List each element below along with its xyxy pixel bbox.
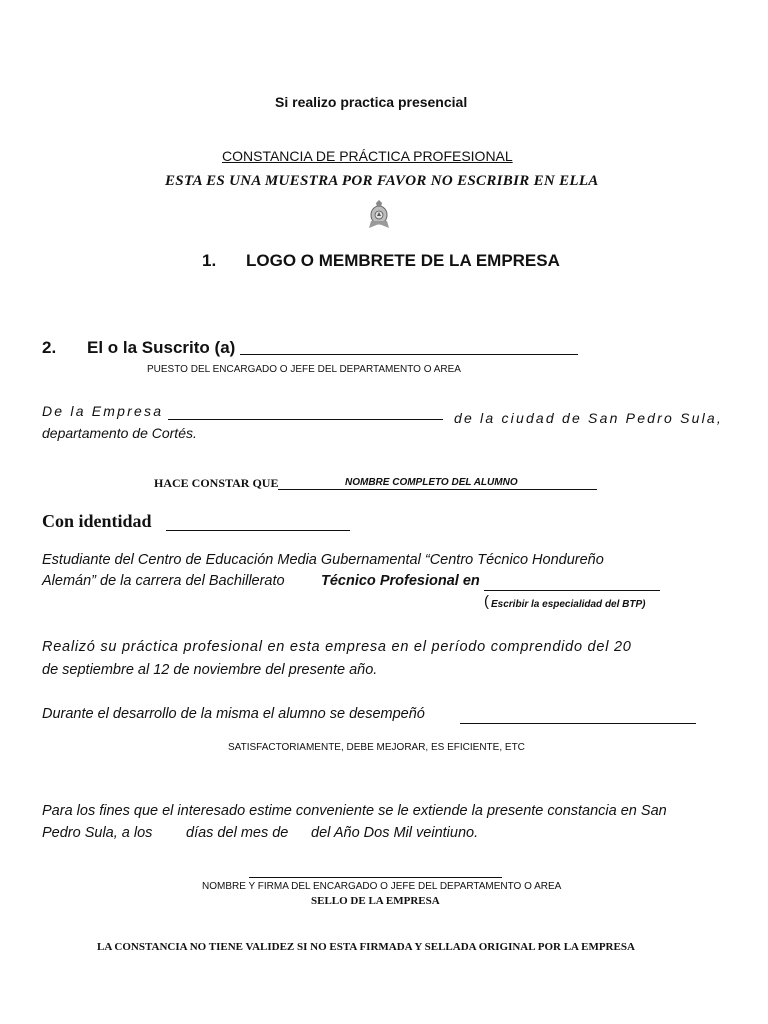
company-suffix: de la ciudad de San Pedro Sula, <box>454 410 724 426</box>
closing-line2-b: días del mes de <box>186 825 289 841</box>
section2-label: El o la Suscrito (a) <box>87 338 236 357</box>
section1-number: 1. <box>202 251 217 270</box>
closing-line1: Para los fines que el interesado estime conveniente se le extiende la presente constancia en San <box>42 803 667 819</box>
sample-warning: ESTA ES UNA MUESTRA POR FAVOR NO ESCRIBIR EN ELLA <box>165 173 599 189</box>
closing-line2-a: Pedro Sula, a los <box>42 825 153 841</box>
student-name-caption: NOMBRE COMPLETO DEL ALUMNO <box>345 477 518 488</box>
performance-blank-line <box>460 706 696 724</box>
signature-line <box>249 877 502 878</box>
period-line2: de septiembre al 12 de noviembre del presente año. <box>42 662 378 678</box>
company-blank-line <box>168 404 443 420</box>
company-line2: departamento de Cortés. <box>42 425 197 441</box>
student-line1: Estudiante del Centro de Educación Media Gubernamental “Centro Técnico Hondureño <box>42 552 604 568</box>
signature-caption: NOMBRE Y FIRMA DEL ENCARGADO O JEFE DEL DEPARTAMENTO O AREA <box>202 881 562 892</box>
student-line2: Alemán” de la carrera del Bachillerato <box>42 573 285 589</box>
performance-label: Durante el desarrollo de la misma el alumno se desempeñó <box>42 706 425 722</box>
top-note: Si realizo practica presencial <box>275 94 468 110</box>
tech-blank-line <box>484 573 660 591</box>
tech-label: Técnico Profesional en <box>321 573 480 589</box>
company-seal-label: SELLO DE LA EMPRESA <box>311 895 440 907</box>
company-prefix: De la Empresa <box>42 403 164 419</box>
specialty-paren: ( <box>484 593 489 610</box>
validity-note: LA CONSTANCIA NO TIENE VALIDEZ SI NO ESTA FIRMADA Y SELLADA ORIGINAL POR LA EMPRESA <box>97 941 635 953</box>
section1-label: LOGO O MEMBRETE DE LA EMPRESA <box>246 251 560 270</box>
performance-caption: SATISFACTORIAMENTE, DEBE MEJORAR, ES EFICIENTE, ETC <box>228 742 525 753</box>
certify-label: HACE CONSTAR QUE <box>154 476 279 490</box>
identity-label: Con identidad <box>42 511 152 531</box>
section2-caption: PUESTO DEL ENCARGADO O JEFE DEL DEPARTAMENTO O AREA <box>147 364 461 375</box>
suscrito-blank-line <box>240 337 578 355</box>
closing-line2-c: del Año Dos Mil veintiuno. <box>311 825 479 841</box>
section2-number: 2. <box>42 338 57 357</box>
document-title: CONSTANCIA DE PRÁCTICA PROFESIONAL <box>222 148 513 164</box>
specialty-note: Escribir la especialidad del BTP) <box>491 599 646 610</box>
period-line1: Realizó su práctica profesional en esta empresa en el período comprendido del 20 <box>42 639 632 655</box>
identity-blank-line <box>166 511 350 531</box>
honduras-coat-of-arms-icon <box>367 199 391 229</box>
